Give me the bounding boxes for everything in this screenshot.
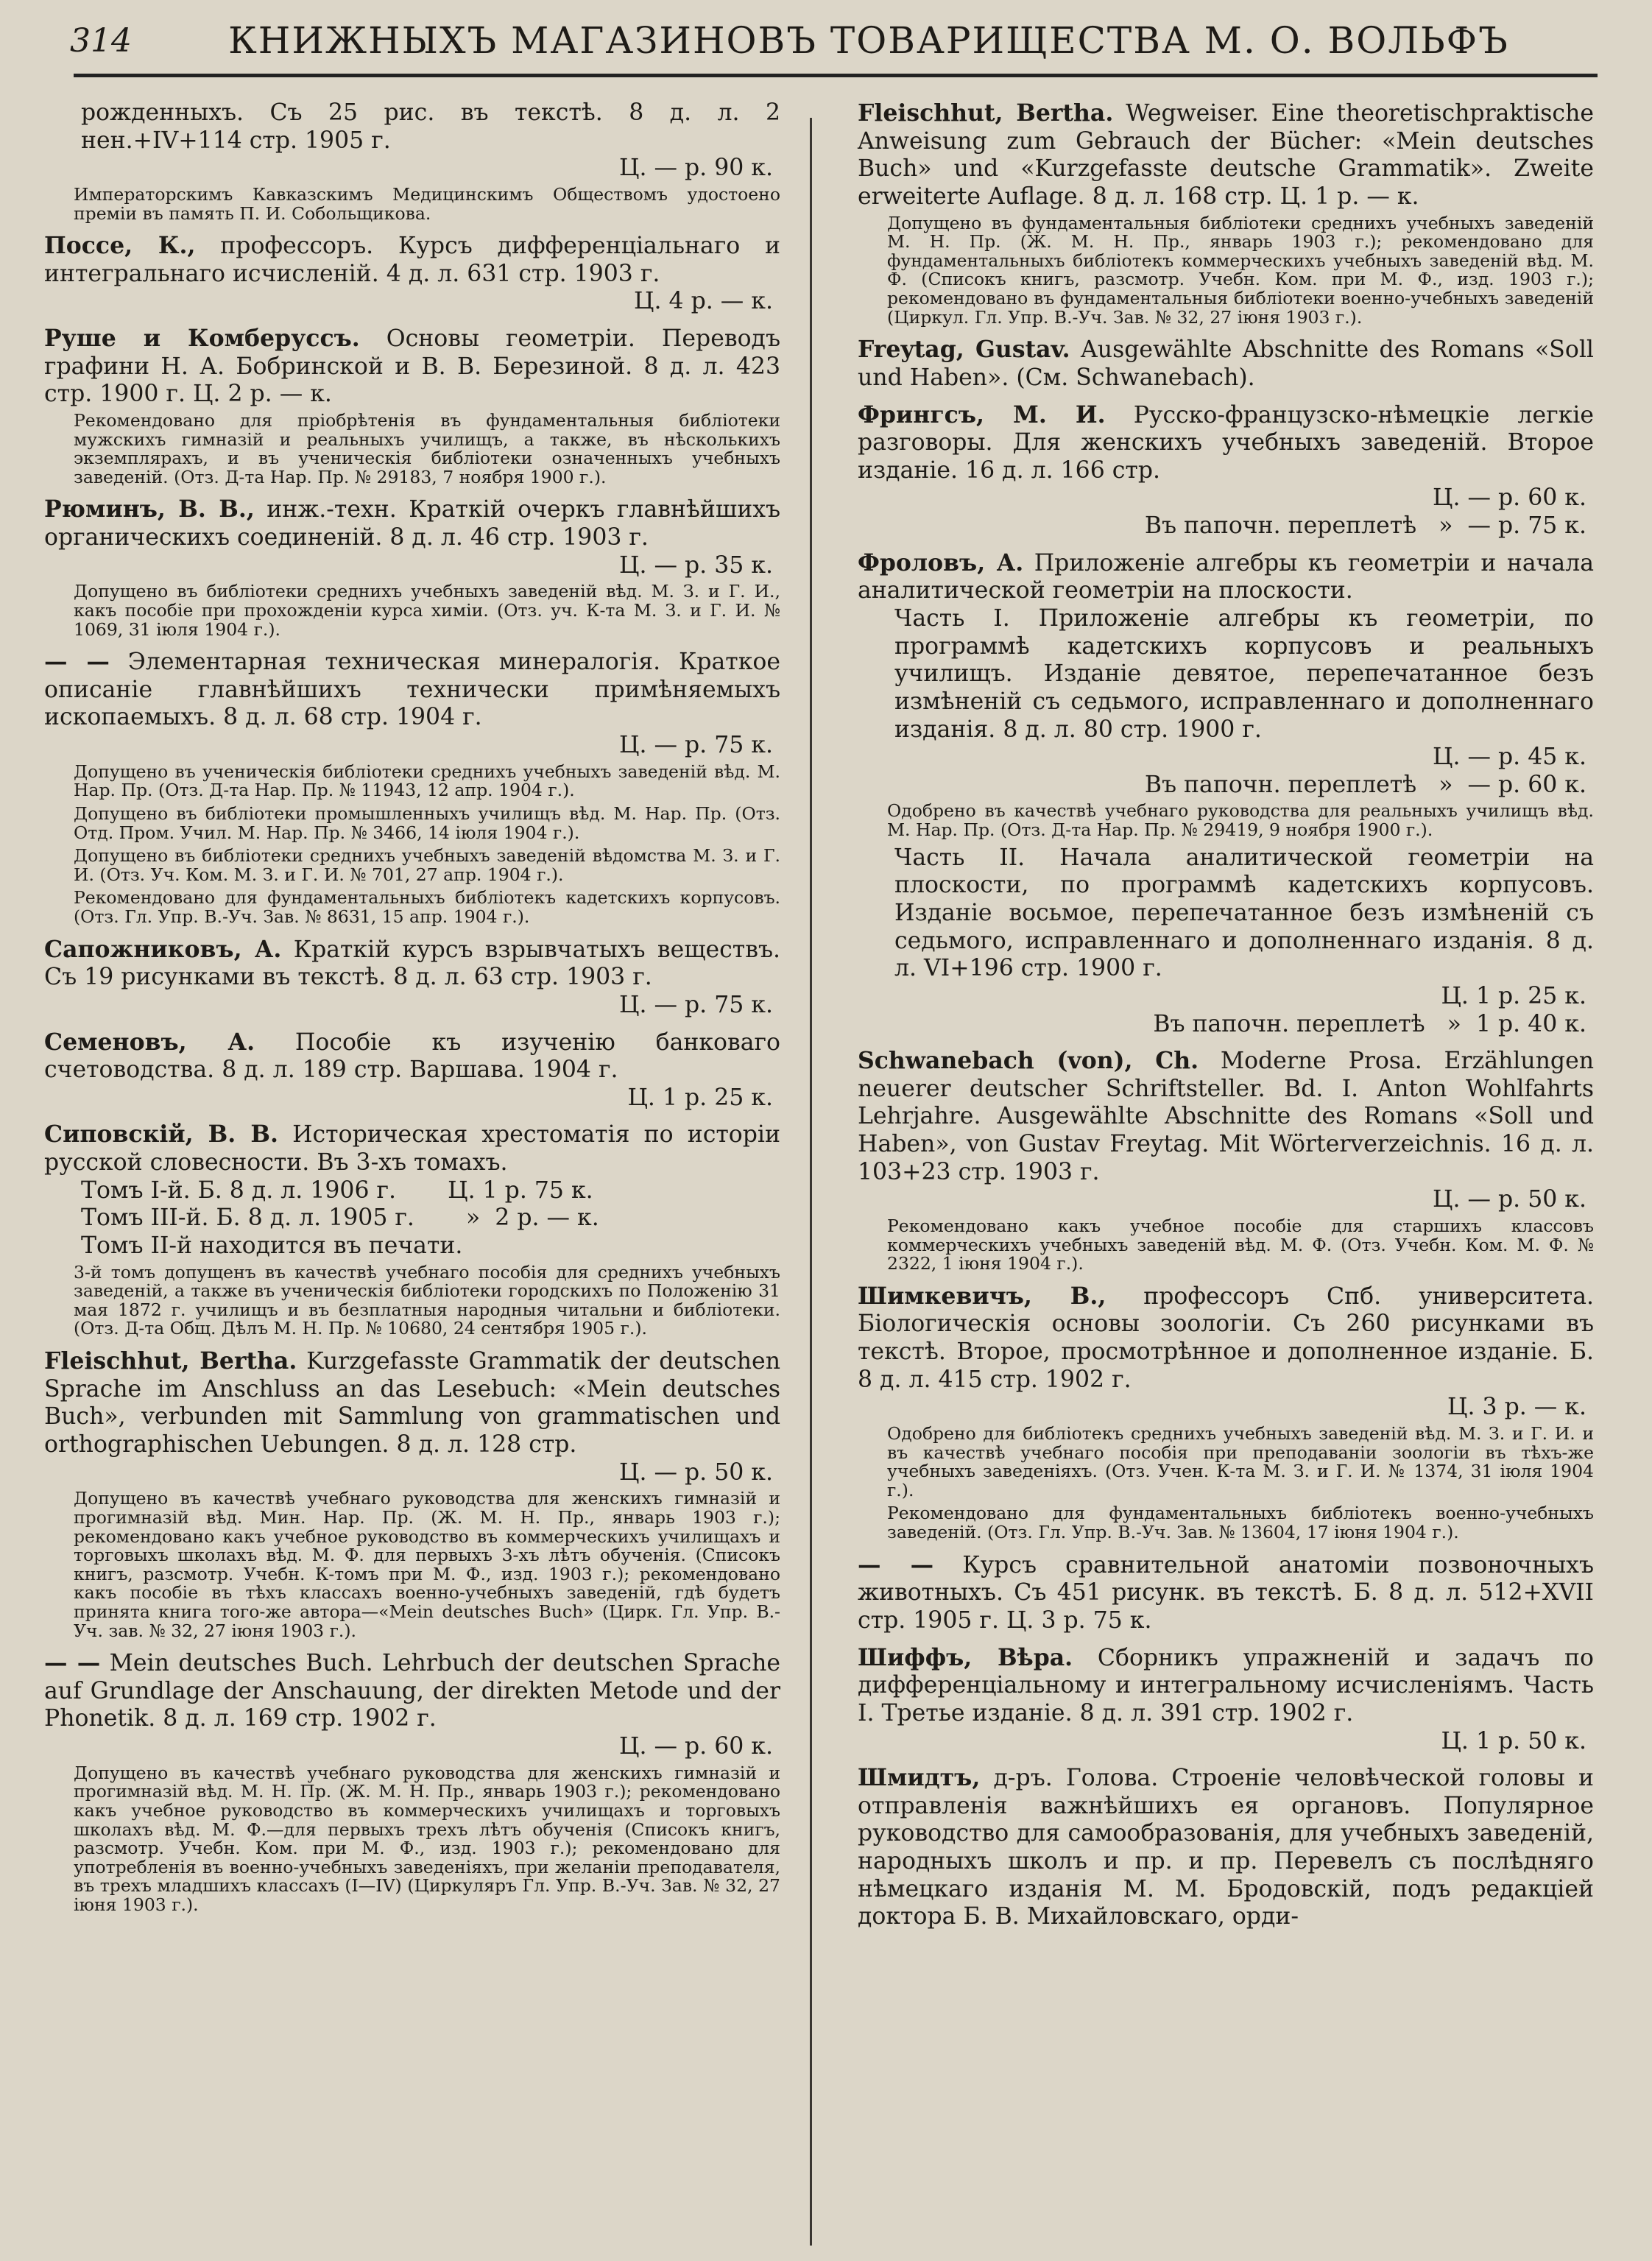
entry-text: профессоръ Спб. университета. Біологическія основы зоологіи. Съ 260 рисунками въ текстѣ. Второе, просмотрѣнное и дополненное изданіе. Б. 8 д. л. 415 стр. 1902 г.: [858, 1283, 1595, 1393]
entry-price: Ц. 4 р. — к.: [634, 288, 773, 315]
entry-note: Одобрено для библіотекъ среднихъ учебныхъ заведеній вѣд. М. З. и Г. И. и въ качествѣ учебнаго пособія при преподаваніи зоологіи въ тѣхъ-же учебныхъ заведеніяхъ. (Отз. Учен. К-та М. З. и Г. И. № 1374, 31 іюля 1904 г.).: [887, 1423, 1594, 1500]
binding-price: Въ папочн. переплетѣ » — р. 60 к.: [1144, 771, 1586, 798]
header-rule: [74, 74, 1598, 77]
entry-text: профессоръ. Курсъ дифференціальнаго и интегральнаго исчисленій. 4 д. л. 631 стр. 1903 г.: [44, 233, 781, 287]
entry-price: Ц. — р. 75 к.: [619, 732, 773, 759]
entry-note: 3-й томъ допущенъ въ качествѣ учебнаго пособія для среднихъ учебныхъ заведеній, а также въ ученическія библіотеки городскихъ по Положенію 31 мая 1872 г. училищъ и въ безплатныя народныя читальни и библіотеки. (Отз. Д-та Общ. Дѣлъ М. Н. Пр. № 10680, 24 сентября 1905 г.).: [74, 1261, 780, 1339]
entry-text: Moderne Prosa. Erzählungen neuerer deutscher Schriftsteller. Bd. I. Anton Wohlfahrts Lehrjahre. Ausgewählte Abschnitte des Romans «Soll und Haben», von Gustav Freytag. Mit Wörterverzeichnis. 16 д. л. 103+23 стр. 1903 г.: [858, 1048, 1595, 1185]
catalog-entry: [44, 648, 780, 926]
entry-text: Kurzgefasste Grammatik der deutschen Sprache im Anschluss an das Lesebuch: «Mein deutsches Buch», verbunden mit Sammlung von grammatischen und orthographischen Uebungen. 8 д. л. 128 стр.: [44, 1348, 780, 1458]
running-head: КНИЖНЫХЪ МАГАЗИНОВЪ ТОВАРИЩЕСТВА М. О. ВОЛЬФЪ: [228, 19, 1509, 62]
entry-text: Основы геометріи. Переводъ графини Н. А. Бобринской и В. В. Березиной. 8 д. л. 423 стр. 1900 г. Ц. 2 р. — к.: [44, 325, 780, 408]
entry-text: Ausgewählte Abschnitte des Romans «Soll und Haben». (См. Schwanebach).: [858, 336, 1595, 391]
page-header: [70, 15, 1601, 66]
entry-text: Сборникъ упражненій и задачъ по дифференціальному и интегральному исчисленіямъ. Часть І. Третье изданіе. 8 д. л. 391 стр. 1902 г.: [858, 1644, 1594, 1726]
volume-line: Томъ ІІ-й находится въ печати.: [81, 1232, 463, 1260]
entry-author: Fleischhut, Bertha.: [858, 99, 1114, 127]
entry-text: инж.-техн. Краткій очеркъ главнѣйшихъ органическихъ соединеній. 8 д. л. 46 стр. 1903 г.: [44, 496, 781, 551]
repeat-author-dash: — —: [858, 1551, 934, 1579]
entry-author: Рюминъ, В. В.,: [44, 495, 255, 523]
entry-text: Пособіе къ изученію банковаго счетоводства. 8 д. л. 189 стр. Варшава. 1904 г.: [44, 1029, 781, 1084]
catalog-entry: [44, 1029, 780, 1112]
entry-text: Mein deutsches Buch. Lehrbuch der deutschen Sprache auf Grundlage der Anschauung, der direkten Metode und der Phonetik. 8 д. л. 169 стр. 1902 г.: [44, 1650, 781, 1732]
catalog-entry: [44, 99, 780, 223]
entry-text: Курсъ сравнительной анатоміи позвоночныхъ животныхъ. Съ 451 рисунк. въ текстѣ. Б. 8 д. л. 512+XVII стр. 1905 г. Ц. 3 р. 75 к.: [858, 1551, 1594, 1634]
catalog-entry: [858, 1551, 1594, 1635]
entry-note: Допущено въ библіотеки среднихъ учебныхъ заведеній вѣд. М. З. и Г. И., какъ пособіе при прохожденіи курса химіи. (Отз. уч. К-та М. З. и Г. И. № 1069, 31 іюля 1904 г.).: [74, 581, 780, 640]
entry-note: Рекомендовано для фундаментальныхъ библіотекъ кадетскихъ корпусовъ. (Отз. Гл. Упр. В.-Уч. Зав. № 8631, 15 апр. 1904 г.).: [74, 887, 780, 927]
catalog-entry: [44, 232, 780, 316]
entry-note: Допущено въ библіотеки промышленныхъ училищъ вѣд. М. Нар. Пр. (Отз. Отд. Пром. Учил. М. Нар. Пр. № 3466, 14 іюля 1904 г.).: [74, 803, 780, 843]
catalog-entry: [858, 1283, 1594, 1542]
entry-author: Freytag, Gustav.: [858, 336, 1070, 364]
entry-price: Ц. — р. 35 к.: [619, 551, 773, 579]
entry-author: Fleischhut, Bertha.: [44, 1347, 297, 1375]
catalog-entry: [858, 1764, 1594, 1931]
catalog-entry: [858, 1644, 1594, 1756]
catalog-entry: [44, 936, 780, 1020]
entry-price: Ц. — р. 60 к.: [619, 1733, 773, 1760]
entry-text: Wegweiser. Eine theoretischpraktische Anweisung zum Gebrauch der Bücher: «Mein deutsches Buch» und «Kurzgefasste deutsche Grammatik». Zweite erweiterte Auflage. 8 д. л. 168 стр. Ц. 1 р. — к.: [858, 100, 1594, 210]
entry-author: Семеновъ, А.: [44, 1028, 255, 1056]
entry-author: Шимкевичъ, В.,: [858, 1282, 1106, 1310]
entry-text: д-ръ. Голова. Строеніе человѣческой головы и отправленія важнѣйшихъ ея органовъ. Популярное руководство для самообразованія, для учебныхъ заведеній, народныхъ школъ и пр. и пр. Перевелъ съ послѣдняго нѣмецкаго изданія М. М. Бродовскій, подъ редакціей доктора Б. В. Михайловскаго, орди-: [858, 1765, 1595, 1930]
entry-price: Ц. — р. 75 к.: [619, 991, 773, 1018]
volume-line: Томъ ІІІ-й. Б. 8 д. л. 1905 г. » 2 р. — к.: [81, 1204, 599, 1232]
catalog-entry: [858, 401, 1594, 540]
entry-note: Рекомендовано для фундаментальныхъ библіотекъ военно-учебныхъ заведеній. (Отз. Гл. Упр. В.-Уч. Зав. № 13604, 17 іюня 1904 г.).: [887, 1503, 1594, 1543]
entry-note: Императорскимъ Кавказскимъ Медицинскимъ Обществомъ удостоено преміи въ память П. И. Собольщикова.: [74, 183, 780, 224]
repeat-author-dash: — —: [44, 648, 110, 676]
entry-text: рожденныхъ. Съ 25 рис. въ текстѣ. 8 д. л. 2 нен.+IV+114 стр. 1905 г.: [81, 99, 780, 154]
catalog-entry: [44, 1121, 780, 1338]
entry-author: Сапожниковъ, А.: [44, 935, 282, 963]
catalog-entry: [858, 1047, 1594, 1274]
entry-note: Допущено въ качествѣ учебнаго руководства для женскихъ гимназій и прогимназій вѣд. М. Н. Пр. (Ж. М. Н. Пр., январь 1903 г.); рекомендовано какъ учебное руководство въ коммерческихъ училищахъ и торговыхъ школахъ вѣд. М. Ф.—для первыхъ трехъ лѣтъ обученія (Списокъ книгъ, разсмотр. Учебн. Ком. при М. Ф., изд. 1903 г.); рекомендовано для употребленія въ военно-учебныхъ заведеніяхъ, при желаніи преподавателя, въ трехъ младшихъ классахъ (I—IV) (Циркуляръ Гл. Упр. В.-Уч. Зав. № 32, 27 іюня 1903 г.).: [74, 1762, 780, 1915]
entry-price: Ц. — р. 45 к.: [1433, 744, 1586, 771]
entry-author: Поссе, К.,: [44, 232, 196, 260]
entry-price: Ц. 1 р. 25 к.: [1441, 982, 1586, 1009]
entry-text: Русско-французско-нѣмецкіе легкіе разговоры. Для женскихъ учебныхъ заведеній. Второе изданіе. 16 д. л. 166 стр.: [858, 401, 1594, 484]
catalog-entry: [44, 495, 780, 639]
repeat-author-dash: — —: [44, 1649, 101, 1677]
entry-author: Руше и Комберуссъ.: [44, 325, 360, 353]
entry-note: Допущено въ качествѣ учебнаго руководства для женскихъ гимназій и прогимназій вѣд. Мин. Нар. Пр. (Ж. М. Н. Пр., январь 1903 г.); рекомендовано какъ учебное руководство въ коммерческихъ училищахъ и торговыхъ школахъ вѣд. М. Ф. для первыхъ 3-хъ лѣтъ обученія. (Списокъ книгъ, разсмотр. Учебн. К-томъ при М. Ф., изд. 1903 г.); рекомендовано какъ пособіе въ тѣхъ классахъ военно-учебныхъ заведеній, гдѣ будетъ принята книга того-же автора—«Mein deutsches Buch» (Цирк. Гл. Упр. В.-Уч. зав. № 32, 27 іюня 1903 г.).: [74, 1488, 780, 1641]
entry-text: Элементарная техническая минералогія. Краткое описаніе главнѣйшихъ технически примѣняемыхъ ископаемыхъ. 8 д. л. 68 стр. 1904 г.: [44, 649, 781, 731]
catalog-entry: [858, 336, 1594, 392]
part-text: Часть ІІ. Начала аналитической геометріи на плоскости, по программѣ кадетскихъ корпусовъ. Изданіе восьмое, перепечатанное безъ измѣненій съ седьмого, исправленнаго и дополненнаго изданія. 8 д. л. VI+196 стр. 1900 г.: [894, 844, 1594, 982]
part-text: Часть І. Приложеніе алгебры къ геометріи, по программѣ кадетскихъ корпусовъ и реальныхъ училищъ. Изданіе девятое, перепечатанное безъ измѣненій съ седьмого, исправленнаго и дополненнаго изданія. 8 д. л. 80 стр. 1900 г.: [894, 604, 1594, 743]
catalog-entry: [858, 99, 1594, 327]
entry-price: Ц. — р. 60 к.: [1433, 484, 1586, 512]
entry-text: Краткій курсъ взрывчатыхъ веществъ. Съ 19 рисунками въ текстѣ. 8 д. л. 63 стр. 1903 г.: [44, 936, 781, 991]
entry-price: Ц. 3 р. — к.: [1447, 1394, 1586, 1421]
entry-price: Ц. 1 р. 50 к.: [1441, 1727, 1586, 1754]
entry-text: Приложеніе алгебры къ геометріи и начала аналитической геометріи на плоскости.: [858, 549, 1594, 604]
volume-line: Томъ І-й. Б. 8 д. л. 1906 г. Ц. 1 р. 75 к.: [81, 1177, 593, 1204]
page-number: 314: [70, 21, 132, 60]
entry-note: Рекомендовано для пріобрѣтенія въ фундаментальныя библіотеки мужскихъ гимназій и реальныхъ училищъ, а также, въ нѣсколькихъ экземплярахъ, и въ ученическія библіотеки означенныхъ учебныхъ заведеній. (Отз. Д-та Нар. Пр. № 29183, 7 ноября 1900 г.).: [74, 409, 780, 487]
catalog-entry: [44, 1347, 780, 1640]
entry-author: Schwanebach (von), Ch.: [858, 1047, 1199, 1075]
column-divider: [810, 118, 812, 2246]
entry-price: Ц. — р. 50 к.: [619, 1458, 773, 1486]
entry-author: Сиповскій, В. В.: [44, 1121, 278, 1149]
entry-note: Рекомендовано какъ учебное пособіе для старшихъ классовъ коммерческихъ учебныхъ заведеній вѣд. М. Ф. (Отз. Учебн. Ком. М. Ф. № 2322, 1 іюня 1904 г.).: [887, 1216, 1594, 1274]
entry-note: Допущено въ ученическія библіотеки среднихъ учебныхъ заведеній вѣд. М. Нар. Пр. (Отз. Д-та Нар. Пр. № 11943, 12 апр. 1904 г.).: [74, 761, 780, 801]
entry-author: Фроловъ, А.: [858, 549, 1024, 576]
entry-note: Одобрено въ качествѣ учебнаго руководства для реальныхъ училищъ вѣд. М. Нар. Пр. (Отз. Д-та Нар. Пр. № 29419, 9 ноября 1900 г.).: [887, 800, 1594, 841]
catalog-entry: [858, 549, 1594, 1038]
binding-price: Въ папочн. переплетѣ » — р. 75 к.: [1144, 512, 1586, 540]
entry-text: Историческая хрестоматія по исторіи русской словесности. Въ 3-хъ томахъ.: [44, 1121, 780, 1177]
entry-author: Фрингсъ, М. И.: [858, 401, 1106, 428]
entry-price: Ц. — р. 90 к.: [619, 155, 773, 182]
entry-author: Шмидтъ,: [858, 1764, 981, 1792]
left-column: [44, 99, 780, 1924]
binding-price: Въ папочн. переплетѣ » 1 р. 40 к.: [1153, 1010, 1586, 1037]
right-column: [858, 99, 1594, 1940]
entry-author: Шиффъ, Вѣра.: [858, 1643, 1073, 1671]
entry-price: Ц. — р. 50 к.: [1433, 1186, 1586, 1213]
catalog-entry: [44, 1649, 780, 1914]
catalog-entry: [44, 325, 780, 487]
entry-note: Допущено въ библіотеки среднихъ учебныхъ заведеній вѣдомства М. З. и Г. И. (Отз. Уч. Ком. М. З. и Г. И. № 701, 27 апр. 1904 г.).: [74, 845, 780, 885]
entry-note: Допущено въ фундаментальныя библіотеки среднихъ учебныхъ заведеній М. Н. Пр. (Ж. М. Н. Пр., январь 1903 г.); рекомендовано для фундаментальныхъ библіотекъ коммерческихъ учебныхъ заведеній вѣд. М. Ф. (Списокъ книгъ, разсмотр. Учебн. Ком. при М. Ф., изд. 1903 г.); рекомендовано въ фундаментальныя библіотеки военно-учебныхъ заведеній (Циркул. Гл. Упр. В.-Уч. Зав. № 32, 27 іюня 1903 г.).: [887, 212, 1594, 328]
entry-price: Ц. 1 р. 25 к.: [627, 1084, 773, 1111]
